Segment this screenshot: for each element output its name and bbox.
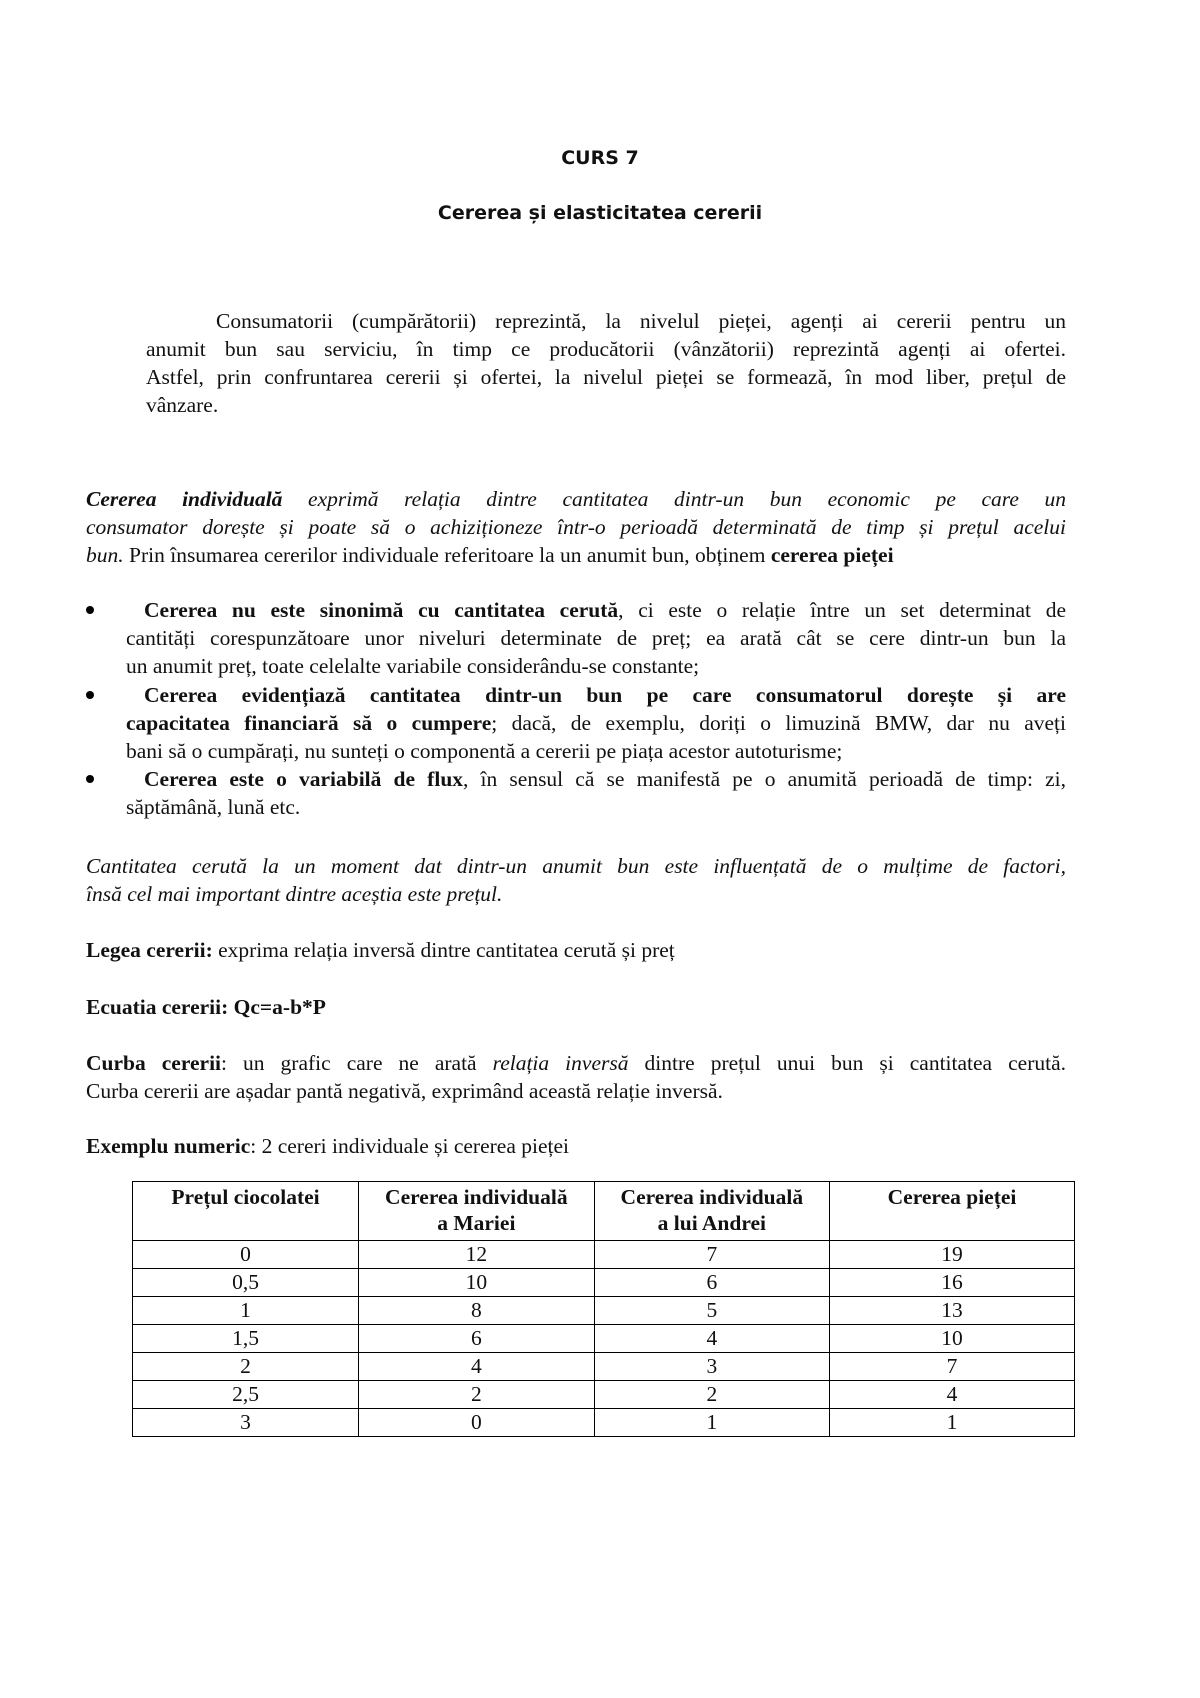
curve-text: dintre prețul unui bun și cantitatea cerută. (644, 1051, 1067, 1075)
bullet-item (126, 765, 1066, 821)
table-cell: 6 (359, 1325, 595, 1353)
table-cell: 2 (594, 1381, 830, 1409)
definition-paragraph (86, 485, 1066, 569)
table-cell: 3 (594, 1353, 830, 1381)
curve-line: Curba cererii are așadar pantă negativă, exprimând această relație inversă. (86, 1079, 723, 1103)
table-header-cell (359, 1182, 595, 1241)
table-row (133, 1297, 1075, 1325)
table-cell: 7 (594, 1241, 830, 1269)
header-line: Cererea individuală (620, 1185, 804, 1209)
definition-term: Cererea individuală (86, 487, 283, 511)
demand-equation (86, 993, 326, 1021)
table-cell: 10 (830, 1325, 1075, 1353)
intro-line: Consumatorii (cumpărătorii) reprezintă, la nivelul pieței, agenți ai cererii pentru un (216, 309, 1066, 333)
bullet-line (126, 709, 1066, 737)
equation-formula: Qc=a-b*P (233, 995, 326, 1019)
curve-italic: relația inversă (492, 1051, 629, 1075)
law-text: exprima relația inversă dintre cantitatea cerută și preț (218, 938, 675, 962)
definition-end: bun. (86, 543, 124, 567)
bullet-item (126, 596, 1066, 680)
definition-line: consumator dorește și poate să o achiziționeze într-o perioadă determinată de timp și prețul acelui (86, 515, 1066, 539)
table-cell: 1 (594, 1409, 830, 1437)
bullet-line (126, 765, 1066, 793)
bullet-text: ; dacă, de exemplu, doriți o limuzină BMW, dar nu aveți (491, 711, 1066, 735)
table-cell: 10 (359, 1269, 595, 1297)
header-line: Cererea pieței (887, 1185, 1017, 1209)
table-row (133, 1353, 1075, 1381)
bullet-bold: Cererea evidențiază cantitatea dintr-un bun pe care consumatorul dorește și are (144, 683, 1066, 707)
table-cell: 4 (830, 1381, 1075, 1409)
price-note-line (86, 880, 1066, 908)
table-cell: 2 (133, 1353, 359, 1381)
course-heading: CURS 7 (561, 147, 639, 169)
table-cell: 4 (359, 1353, 595, 1381)
bullet-item (126, 681, 1066, 765)
table-cell: 2,5 (133, 1381, 359, 1409)
table-header-cell (830, 1182, 1075, 1241)
table-cell: 1 (133, 1297, 359, 1325)
bullet-icon (86, 775, 94, 783)
table-cell: 5 (594, 1297, 830, 1325)
bullet-line (126, 681, 1066, 709)
bullet-bold: Cererea nu este sinonimă cu cantitatea cerută (144, 598, 619, 622)
definition-sum-text: Prin însumarea cererilor individuale referitoare la un anumit bun, obținem (129, 543, 766, 567)
demand-table (132, 1181, 1075, 1437)
table-cell: 0 (359, 1409, 595, 1437)
table-cell: 12 (359, 1241, 595, 1269)
table-row (133, 1409, 1075, 1437)
law-of-demand (86, 936, 675, 964)
table-row (133, 1241, 1075, 1269)
table-cell: 19 (830, 1241, 1075, 1269)
bullet-icon (86, 691, 94, 699)
header-line: Cererea individuală (385, 1185, 568, 1209)
page-title: Cererea și elasticitatea cererii (437, 202, 763, 224)
intro-paragraph (146, 307, 1066, 419)
table-header-row (133, 1182, 1075, 1241)
bullet-text: , ci este o relație între un set determinat de (618, 598, 1066, 622)
table-cell: 3 (133, 1409, 359, 1437)
table-cell: 0,5 (133, 1269, 359, 1297)
demand-curve-paragraph (86, 1049, 1066, 1105)
table-cell: 8 (359, 1297, 595, 1325)
table-cell: 1,5 (133, 1325, 359, 1353)
price-note-text: însă cel mai important dintre aceștia este prețul. (86, 882, 503, 906)
example-label: Exemplu numeric (86, 1134, 251, 1158)
table-cell: 6 (594, 1269, 830, 1297)
curve-text: : un grafic care ne arată (221, 1051, 477, 1075)
curve-label: Curba cererii (86, 1051, 222, 1075)
bullet-bold: Cererea este o variabilă de flux (144, 767, 464, 791)
example-text: : 2 cereri individuale și cererea pieței (250, 1134, 569, 1158)
table-cell: 7 (830, 1353, 1075, 1381)
table-cell: 13 (830, 1297, 1075, 1325)
bullet-line: săptămână, lună etc. (126, 795, 301, 819)
price-note (86, 852, 1066, 908)
law-label: Legea cererii: (86, 938, 213, 962)
table-header-cell (594, 1182, 830, 1241)
bullet-line: bani să o cumpărați, nu sunteți o componentă a cererii pe piața acestor autoturisme; (126, 739, 843, 763)
price-note-line: Cantitatea cerută la un moment dat dintr-un anumit bun este influențată de o mulțime de factori, (86, 854, 1066, 878)
intro-line: vânzare. (146, 393, 219, 417)
header-line: a lui Andrei (657, 1211, 766, 1235)
intro-line: Astfel, prin confruntarea cererii și ofertei, la nivelul pieței se formează, în mod liber, prețul de (146, 365, 1066, 389)
header-line: Prețul ciocolatei (171, 1185, 320, 1209)
table-cell: 2 (359, 1381, 595, 1409)
curve-line (86, 1049, 1066, 1077)
numeric-example (86, 1132, 569, 1160)
bullet-bold: capacitatea financiară să o cumpere (126, 711, 492, 735)
table-cell: 0 (133, 1241, 359, 1269)
table-header-cell (133, 1182, 359, 1241)
bullet-line: un anumit preț, toate celelalte variabile considerându-se constante; (126, 654, 700, 678)
intro-line: anumit bun sau serviciu, în timp ce producătorii (vânzătorii) reprezintă agenți ai ofertei. (146, 337, 1066, 361)
table-cell: 16 (830, 1269, 1075, 1297)
market-demand-term: cererea pieței (770, 543, 894, 567)
definition-line (86, 541, 1066, 569)
bullet-text: , în sensul că se manifestă pe o anumită perioadă de timp: zi, (463, 767, 1066, 791)
bullet-line (126, 596, 1066, 624)
table-row (133, 1381, 1075, 1409)
table-row (133, 1269, 1075, 1297)
equation-label: Ecuatia cererii: (86, 995, 229, 1019)
table-cell: 1 (830, 1409, 1075, 1437)
table-cell: 4 (594, 1325, 830, 1353)
definition-text: exprimă relația dintre cantitatea dintr-un bun economic pe care un (308, 487, 1066, 511)
bullet-icon (86, 606, 94, 614)
header-line: a Mariei (437, 1211, 516, 1235)
bullet-line: cantități corespunzătoare unor niveluri determinate de preț; ea arată cât se cere dintr-un bun la (126, 626, 1066, 650)
definition-line (86, 485, 1066, 513)
table-row (133, 1325, 1075, 1353)
